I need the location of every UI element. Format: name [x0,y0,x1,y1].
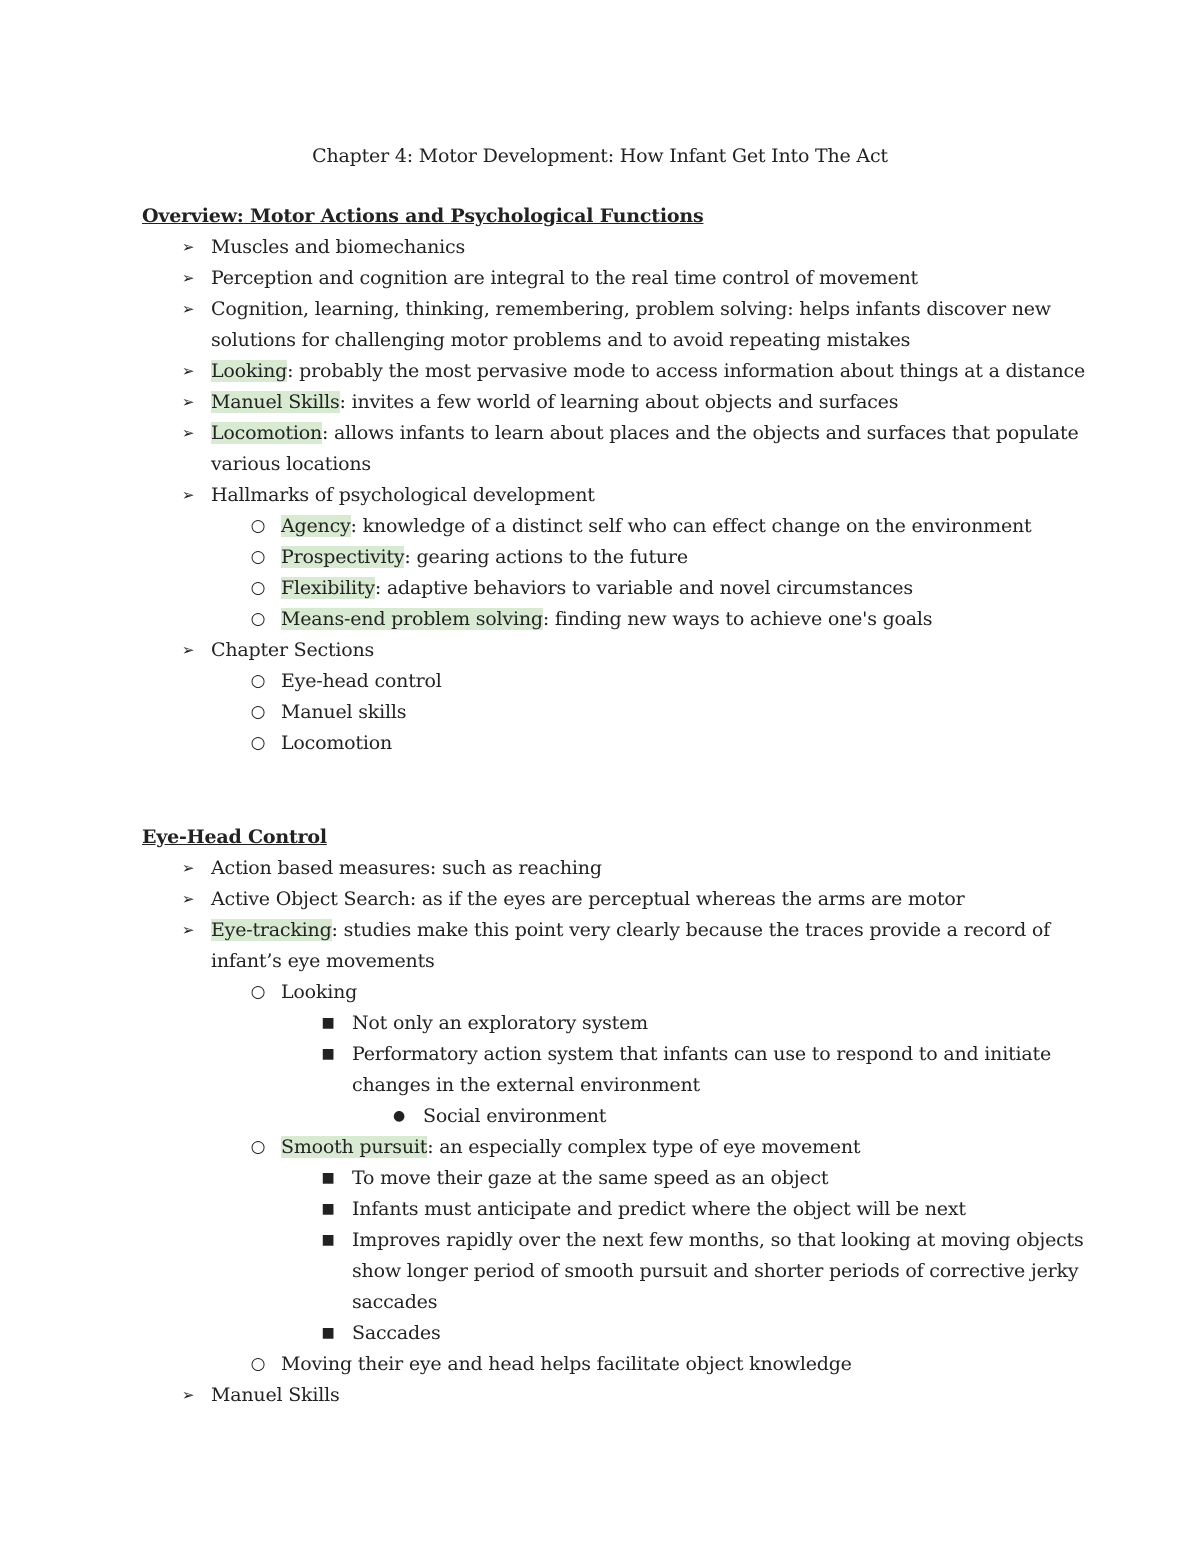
list-item: ➢ Action based measures: such as reaching [142,853,1102,884]
performatory-sublist [142,1101,1102,1132]
list-item: ○ Means-end problem solving: finding new ways to achieve one's goals [142,604,1102,635]
circle-bullet-icon: ○ [250,578,266,598]
square-bullet-icon: ■ [321,1046,335,1062]
circle-bullet-icon: ○ [250,702,266,722]
arrow-bullet-icon: ➢ [181,641,195,659]
eye-tracking-sublist-end [142,1349,1102,1380]
eye-tracking-sublist [142,977,1102,1008]
dot-bullet-icon: ● [392,1108,406,1124]
document-title: Chapter 4: Motor Development: How Infant Get Into The Act [312,145,888,167]
highlighted-term: Eye-tracking [211,919,332,941]
arrow-bullet-icon: ➢ [181,859,195,877]
highlighted-term: Prospectivity [281,546,405,568]
highlighted-term: Smooth pursuit [281,1136,428,1158]
circle-bullet-icon: ○ [250,982,266,1002]
smooth-pursuit-sublist [142,1163,1102,1349]
circle-bullet-icon: ○ [250,609,266,629]
square-bullet-icon: ■ [321,1170,335,1186]
looking-sublist [142,1008,1102,1101]
list-item: ○ Moving their eye and head helps facilitate object knowledge [142,1349,1102,1380]
arrow-bullet-icon: ➢ [181,424,195,442]
square-bullet-icon: ■ [321,1325,335,1341]
list-item: ○ Agency: knowledge of a distinct self who can effect change on the environment [142,511,1102,542]
arrow-bullet-icon: ➢ [181,300,195,318]
highlighted-term: Manuel Skills [211,391,340,413]
list-item: ■ Not only an exploratory system [142,1008,1102,1039]
chapter-sections-list [142,666,1102,759]
list-item: ➢ Active Object Search: as if the eyes are perceptual whereas the arms are motor [142,884,1102,915]
list-item: ➢ Manuel Skills: invites a few world of learning about objects and surfaces [142,387,1102,418]
hallmarks-list [142,511,1102,635]
highlighted-term: Flexibility [281,577,375,599]
list-item: ➢ Muscles and biomechanics [142,232,1102,263]
list-item: ○ Eye-head control [142,666,1102,697]
highlighted-term: Agency [281,515,351,537]
list-item: ➢ Eye-tracking: studies make this point very clearly because the traces provide a record of infant’s eye movements [142,915,1102,977]
arrow-bullet-icon: ➢ [181,362,195,380]
list-item: ➢ Chapter Sections [142,635,1102,666]
arrow-bullet-icon: ➢ [181,238,195,256]
list-item: ■ Performatory action system that infants can use to respond to and initiate changes in the external environment [142,1039,1102,1101]
overview-section [142,201,1102,759]
list-item: ➢ Locomotion: allows infants to learn about places and the objects and surfaces that populate various locations [142,418,1102,480]
arrow-bullet-icon: ➢ [181,921,195,939]
circle-bullet-icon: ○ [250,1354,266,1374]
list-item: ■ Saccades [142,1318,1102,1349]
overview-heading: Overview: Motor Actions and Psychological Functions [142,205,704,227]
highlighted-term: Locomotion [211,422,322,444]
circle-bullet-icon: ○ [250,671,266,691]
eye-head-heading: Eye-Head Control [142,826,327,848]
list-item: ○ Looking [142,977,1102,1008]
list-item: ➢ Perception and cognition are integral to the real time control of movement [142,263,1102,294]
arrow-bullet-icon: ➢ [181,269,195,287]
circle-bullet-icon: ○ [250,547,266,567]
list-item: ○ Manuel skills [142,697,1102,728]
eye-tracking-sublist-continued [142,1132,1102,1163]
arrow-bullet-icon: ➢ [181,393,195,411]
eye-head-list-end [142,1380,1102,1411]
highlighted-term: Means-end problem solving [281,608,543,630]
list-item: ○ Flexibility: adaptive behaviors to variable and novel circumstances [142,573,1102,604]
list-item: ➢ Manuel Skills [142,1380,1102,1411]
list-item: ○ Prospectivity: gearing actions to the future [142,542,1102,573]
overview-list [142,232,1102,511]
circle-bullet-icon: ○ [250,1137,266,1157]
list-item: ➢ Cognition, learning, thinking, remembering, problem solving: helps infants discover new solutions for challenging motor problems and to avoid repeating mistakes [142,294,1102,356]
list-item: ○ Smooth pursuit: an especially complex type of eye movement [142,1132,1102,1163]
list-item: ➢ Looking: probably the most pervasive mode to access information about things at a distance [142,356,1102,387]
list-item: ■ To move their gaze at the same speed as an object [142,1163,1102,1194]
square-bullet-icon: ■ [321,1015,335,1031]
list-item: ■ Infants must anticipate and predict where the object will be next [142,1194,1102,1225]
circle-bullet-icon: ○ [250,516,266,536]
list-item: ● Social environment [142,1101,1102,1132]
arrow-bullet-icon: ➢ [181,890,195,908]
square-bullet-icon: ■ [321,1232,335,1248]
circle-bullet-icon: ○ [250,733,266,753]
highlighted-term: Looking [211,360,288,382]
arrow-bullet-icon: ➢ [181,486,195,504]
eye-head-list [142,853,1102,977]
overview-list-continued [142,635,1102,666]
eye-head-section [142,822,1102,1411]
list-item: ■ Improves rapidly over the next few months, so that looking at moving objects show longer period of smooth pursuit and shorter periods of corrective jerky saccades [142,1225,1102,1318]
list-item: ➢ Hallmarks of psychological development [142,480,1102,511]
square-bullet-icon: ■ [321,1201,335,1217]
arrow-bullet-icon: ➢ [181,1386,195,1404]
list-item: ○ Locomotion [142,728,1102,759]
